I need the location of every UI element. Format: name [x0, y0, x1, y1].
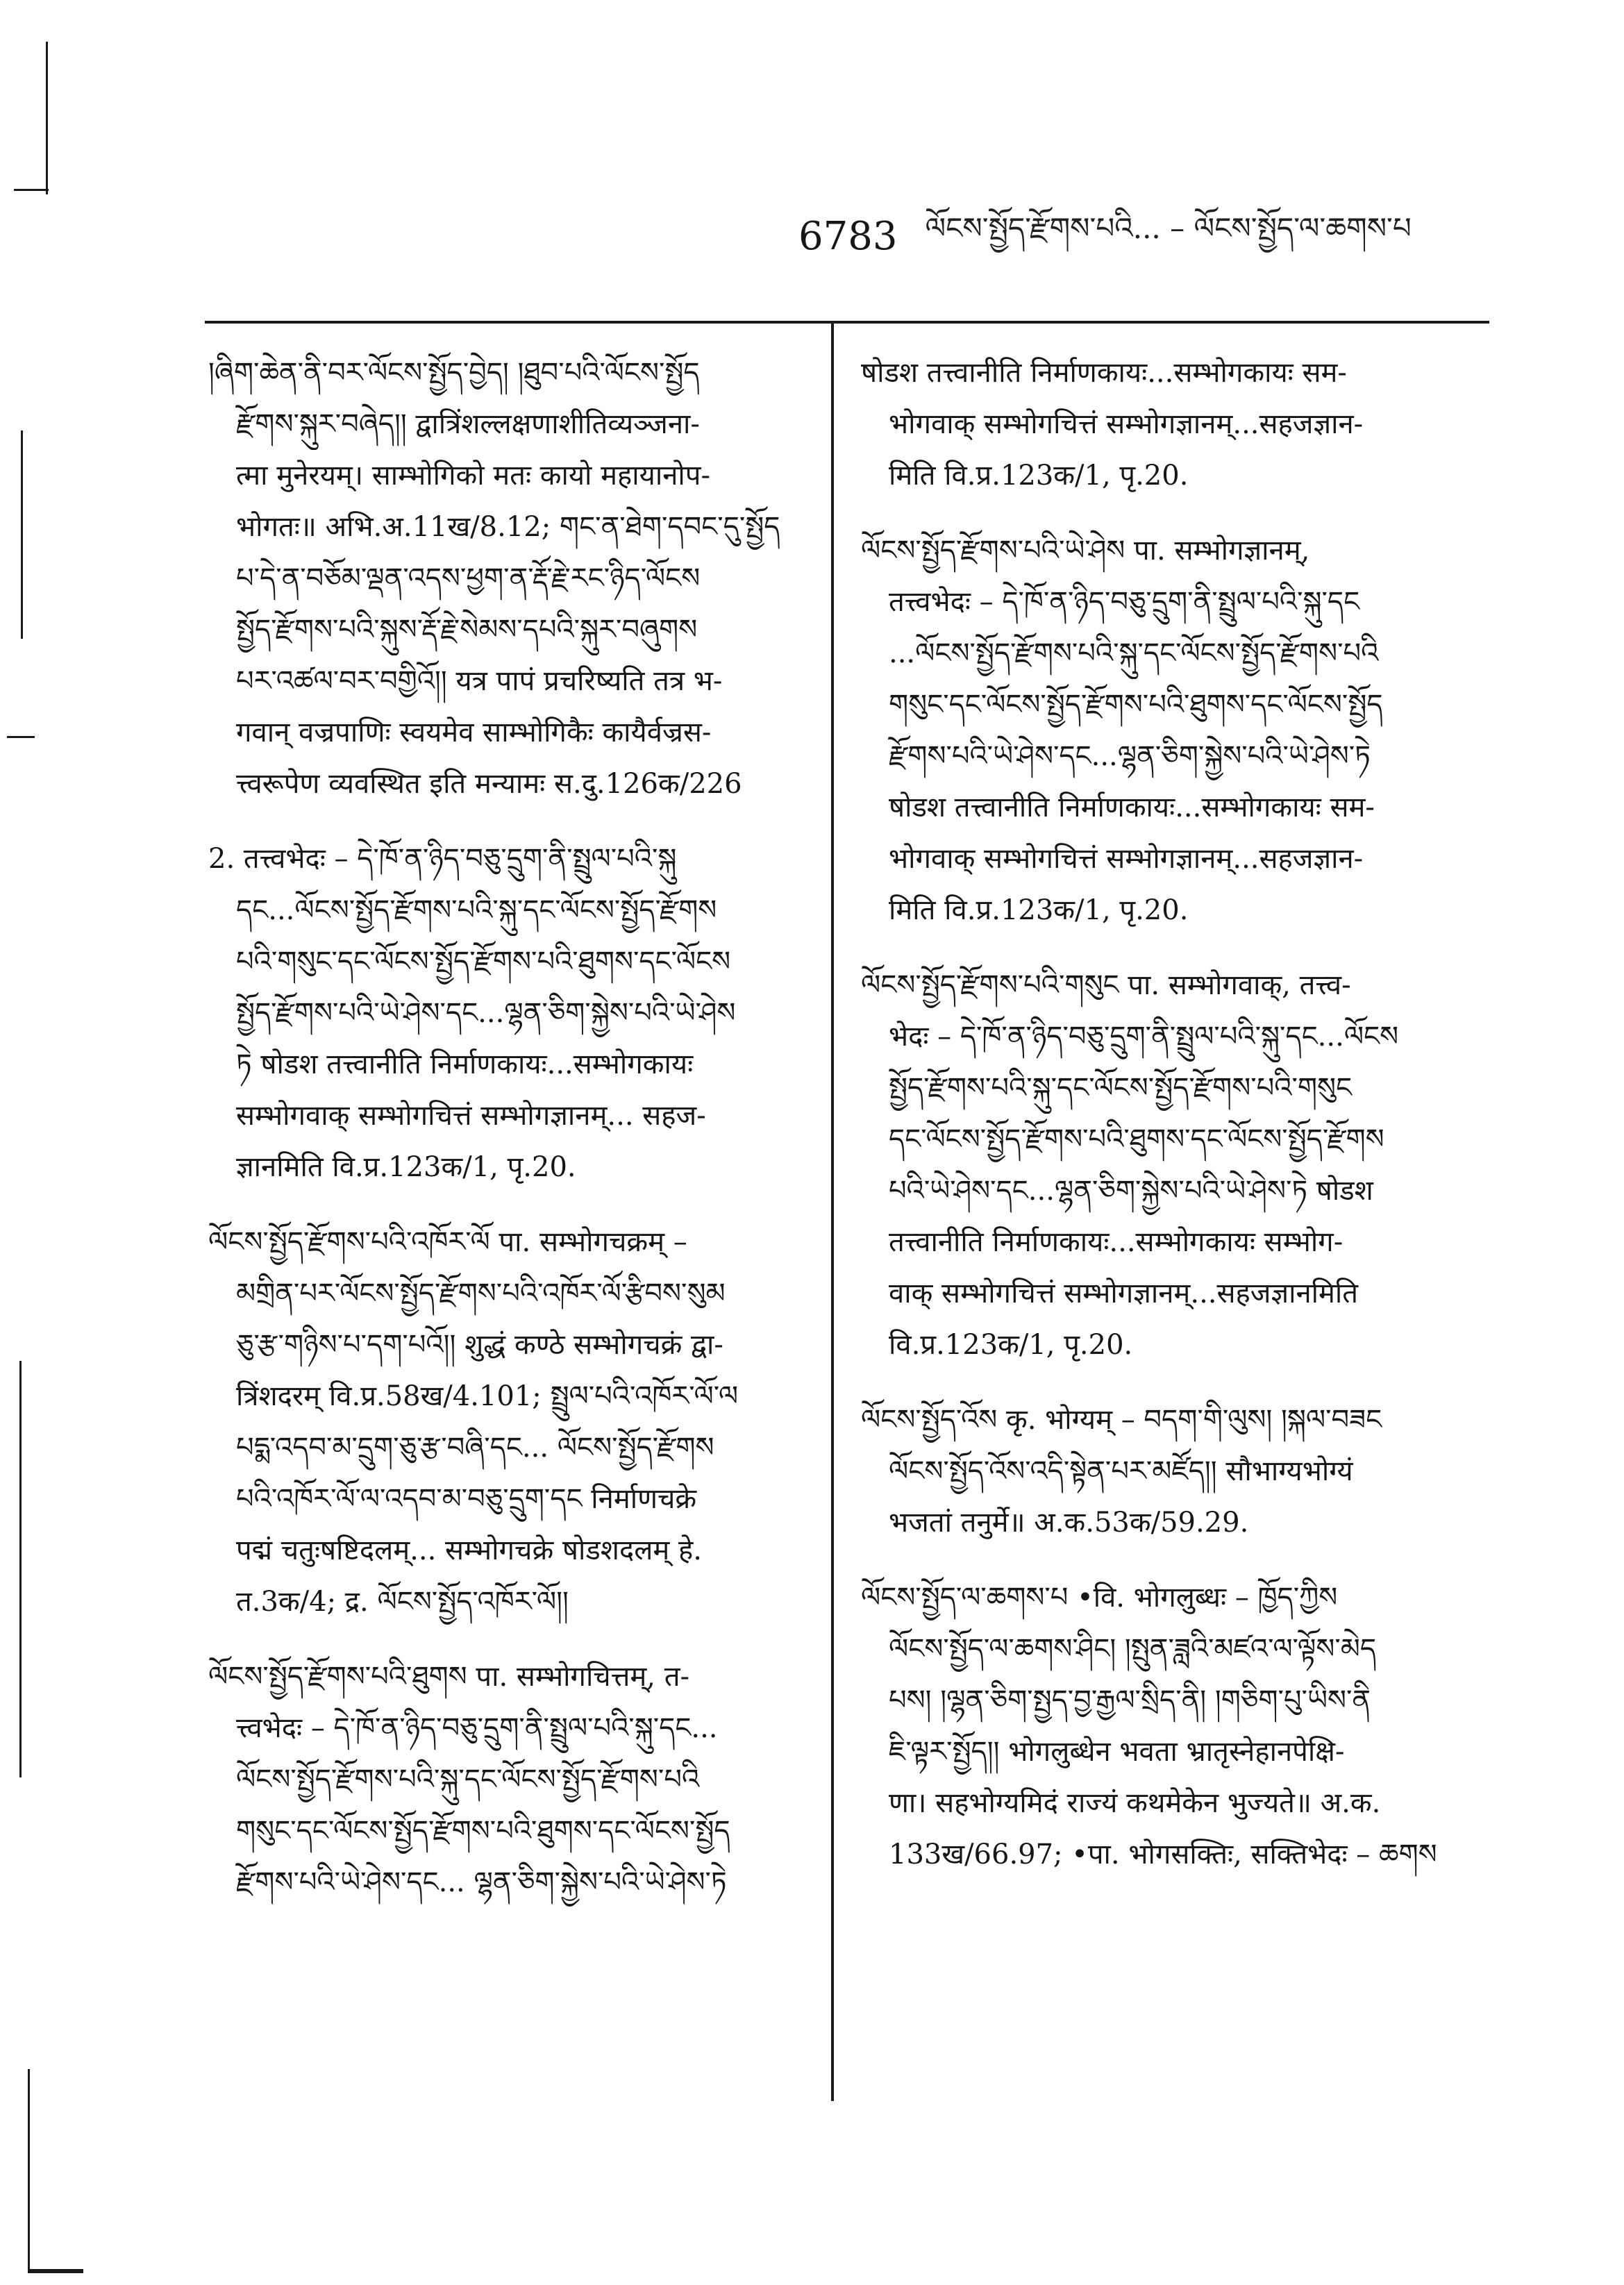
entry-first-line: ལོངས་སྤྱོད་རྫོགས་པའི་འཁོར་ལོ पा. सम्भोगचक्रम् – [208, 1226, 687, 1258]
entry-line: तत्त्वानीति निर्माणकायः...सम्भोगकायः सम्भोग- [889, 1226, 1343, 1258]
entry-line: त्मा मुनेरयम्। साम्भोगिको मतः कायो महायानोप- [236, 460, 711, 492]
entry-line: གསུང་དང་ལོངས་སྤྱོད་རྫོགས་པའི་ཐུགས་དང་ལོངས་སྤྱོད [236, 1815, 730, 1847]
entry-line: त्त्वरूपेण व्यवस्थित इति मन्यामः स.दु.126क/226 [236, 768, 742, 800]
entry-line: པདྨ་འདབ་མ་དྲུག་ཅུ་རྩ་བཞི་དང... ལོངས་སྤྱོད་རྫོགས [236, 1432, 714, 1464]
scan-edge-line [46, 42, 48, 194]
dictionary-entry [861, 347, 1472, 501]
entry-first-line: །ཞིག་ཆེན་ནི་བར་ལོངས་སྤྱོད་བྱེད། །ཐུབ་པའི་ལོངས་སྤྱོད [208, 357, 700, 389]
entry-line: भोगवाक् सम्भोगचित्तं सम्भोगज्ञानम्...सहजज्ञान- [889, 843, 1364, 875]
entry-line: རྫོགས་པའི་ཡེ་ཤེས་དང...ལྷན་ཅིག་སྐྱེས་པའི་ཡེ་ཤེས་ཏེ [889, 740, 1371, 772]
entry-line: ལོངས་སྤྱོད་འོས་འདི་སྟེན་པར་མཛོད།། सौभाग्यभोग्यं [889, 1455, 1353, 1487]
entry-line: त.3क/4; द्र. ལོངས་སྤྱོད་འཁོར་ལོ།། [236, 1586, 569, 1618]
entry-first-line: ལོངས་སྤྱོད་འོས कृ. भोग्यम् – བདག་གི་ལུས། །སྐལ་བཟང [861, 1404, 1382, 1436]
right-column [861, 347, 1472, 2125]
dictionary-entry [208, 1651, 819, 1908]
entry-line: वाक् सम्भोगचित्तं सम्भोगज्ञानम्...सहजज्ञानमिति [889, 1278, 1359, 1309]
entry-first-line: ལོངས་སྤྱོད་རྫོགས་པའི་གསུང पा. सम्भोगवाक्, तत्त्व- [861, 969, 1351, 1001]
entry-line: པར་འཚལ་བར་བགྱིའོ།། यत्र पापं प्रचरिष्यति तत्र भ- [236, 665, 723, 697]
entry-line: ཇི་ལྟར་སྤྱོད།། भोगलुब्धेन भवता भ्रातृस्नेहानपेक्षि- [889, 1736, 1345, 1768]
entry-line: གསུང་དང་ལོངས་སྤྱོད་རྫོགས་པའི་ཐུགས་དང་ལོངས་སྤྱོད [889, 689, 1383, 721]
entry-first-line: 2. तत्त्वभेदः – དེ་ཁོ་ན་ཉིད་བཅུ་དྲུག་ནི་སྤྲུལ་པའི་སྐུ [208, 843, 677, 875]
entry-line: षोडश तत्त्वानीति निर्माणकायः...सम्भोगकायः सम- [889, 792, 1375, 823]
entry-line: भोगवाक् सम्भोगचित्तं सम्भोगज्ञानम्...सहजज्ञान- [889, 408, 1364, 440]
left-column [208, 347, 819, 2125]
entry-line: भोगतः॥ अभि.अ.11ख/8.12; གང་ན་ཐེག་དབང་དུ་སྤྱོད [236, 511, 780, 543]
entry-line: भेदः – དེ་ཁོ་ན་ཉིད་བཅུ་དྲུག་ནི་སྤྲུལ་པའི་སྐུ་དང...ལོངས [889, 1021, 1399, 1053]
entry-line: མགྲིན་པར་ལོངས་སྤྱོད་རྫོགས་པའི་འཁོར་ལོ་རྩིབས་སུམ [236, 1278, 726, 1309]
entry-first-line: ལོངས་སྤྱོད་ལ་ཆགས་པ •वि. भोगलुब्धः – ཁྱོད་ཀྱིས [861, 1582, 1338, 1614]
entry-line: पद्मं चतुःषष्टिदलम्... सम्भोगचक्रे षोडशदलम् हे. [236, 1534, 702, 1566]
running-title: ལོངས་སྤྱོད་རྫོགས་པའི... – ལོངས་སྤྱོད་ལ་ཆགས་པ [925, 210, 1412, 245]
scan-edge-line [19, 1361, 22, 1777]
entry-line: त्त्वभेदः – དེ་ཁོ་ན་ཉིད་བཅུ་དྲུག་ནི་སྤྲུལ་པའི་སྐུ་དང... [236, 1712, 718, 1744]
entry-line: རྫོགས་སྐུར་བཞེད།། द्वात्रिंशल्लक्षणाशीतिव्यञ्जना- [236, 408, 700, 440]
scan-edge-mark [14, 189, 49, 191]
scan-edge-line [28, 2069, 30, 2270]
entry-line: དང...ལོངས་སྤྱོད་རྫོགས་པའི་སྐུ་དང་ལོངས་སྤྱོད་རྫོགས [236, 894, 717, 926]
entry-line: भजतां तनुर्मे॥ अ.क.53क/59.29. [889, 1507, 1249, 1539]
dictionary-entry [861, 960, 1472, 1371]
entry-line: ཅུ་རྩ་གཉིས་པ་དག་པའོ།། शुद्धं कण्ठे सम्भोगचक्रं द्वा- [236, 1329, 723, 1361]
entry-line: ...ལོངས་སྤྱོད་རྫོགས་པའི་སྐུ་དང་ལོངས་སྤྱོད་རྫོགས་པའི [889, 637, 1379, 669]
entry-line: 133ख/66.97; •पा. भोगसक्तिः, सक्तिभेदः – ཆགས [889, 1839, 1437, 1870]
dictionary-entry [208, 347, 819, 810]
entry-first-line: ལོངས་སྤྱོད་རྫོགས་པའི་ཐུགས पा. सम्भोगचित्तम्, त- [208, 1661, 690, 1693]
page-number: 6783 [798, 213, 898, 259]
entry-line: गवान् वज्रपाणिः स्वयमेव साम्भोगिकैः कायैर्वज्रस- [236, 717, 712, 748]
scan-edge-mark [7, 736, 35, 738]
entry-line: ज्ञानमिति वि.प्र.123क/1, पृ.20. [236, 1151, 576, 1183]
dictionary-entry [208, 833, 819, 1193]
dictionary-entry [861, 525, 1472, 936]
entry-line: त्रिंशदरम् वि.प्र.58ख/4.101; སྤྲུལ་པའི་འཁོར་ལོ་ལ [236, 1380, 739, 1412]
dictionary-entry [861, 1394, 1472, 1548]
entry-line: དང་ལོངས་སྤྱོད་རྫོགས་པའི་ཐུགས་དང་ལོངས་སྤྱོད་རྫོགས [889, 1123, 1384, 1155]
entry-line: རྫོགས་པའི་ཡེ་ཤེས་དང... ལྷན་ཅིག་སྐྱེས་པའི་ཡེ་ཤེས་ཏེ [236, 1866, 727, 1898]
entry-line: तत्त्वभेदः – དེ་ཁོ་ན་ཉིད་བཅུ་དྲུག་ནི་སྤྲུལ་པའི་སྐུ་དང [889, 586, 1360, 618]
entry-line: मिति वि.प्र.123क/1, पृ.20. [889, 894, 1189, 926]
entry-first-line: ལོངས་སྤྱོད་རྫོགས་པའི་ཡེ་ཤེས पा. सम्भोगज्ञानम्, [861, 535, 1310, 567]
entry-line: णा। सहभोग्यमिदं राज्यं कथमेकेन भुज्यते॥ अ.क. [889, 1787, 1381, 1819]
entry-line: सम्भोगवाक् सम्भोगचित्तं सम्भोगज्ञानम्... सहज- [236, 1100, 706, 1132]
entry-line: པའི་ཡེ་ཤེས་དང...ལྷན་ཅིག་སྐྱེས་པའི་ཡེ་ཤེས་ཏེ षोडश [889, 1175, 1373, 1207]
entry-line: པའི་འཁོར་ལོ་ལ་འདབ་མ་བཅུ་དྲུག་དང निर्माणचक्रे [236, 1483, 697, 1515]
page-header [798, 208, 1534, 264]
column-divider [831, 324, 834, 2101]
header-rule [205, 321, 1489, 324]
entry-line: པའི་གསུང་དང་ལོངས་སྤྱོད་རྫོགས་པའི་ཐུགས་དང་ལོངས [236, 946, 731, 978]
entry-line: वि.प्र.123क/1, पृ.20. [889, 1329, 1133, 1361]
dictionary-entry [861, 1572, 1472, 1880]
entry-line: སྤྱོད་རྫོགས་པའི་སྐུ་དང་ལོངས་སྤྱོད་རྫོགས་པའི་གསུང [889, 1072, 1353, 1104]
entry-line: སྤྱོད་རྫོགས་པའི་ཡེ་ཤེས་དང...ལྷན་ཅིག་སྐྱེས་པའི་ཡེ་ཤེས [236, 997, 736, 1029]
entry-line: པས། །ལྷན་ཅིག་སྤྱད་བྱ་རྒྱལ་སྲིད་ནི། །གཅིག་པུ་ཡིས་ནི [889, 1684, 1371, 1716]
entry-line: ལོངས་སྤྱོད་རྫོགས་པའི་སྐུ་དང་ལོངས་སྤྱོད་རྫོགས་པའི [236, 1764, 700, 1796]
entry-line: ཏེ षोडश तत्त्वानीति निर्माणकायः...सम्भोगकायः [236, 1048, 694, 1080]
scan-edge-line [21, 430, 23, 639]
entry-first-line: षोडश तत्त्वानीति निर्माणकायः...सम्भोगकायः सम- [861, 357, 1347, 389]
scan-edge-mark [28, 2269, 83, 2273]
entry-line: པ་དེ་ན་བཅོམ་ལྡན་འདས་ཕྱག་ན་རྡོ་རྗེ་རང་ཉིད་ལོངས [236, 562, 701, 594]
entry-line: ལོངས་སྤྱོད་ལ་ཆགས་ཤིང། །སྤུན་ཟླའི་མཛའ་ལ་ལྟོས་མེད [889, 1633, 1377, 1665]
entry-line: སྤྱོད་རྫོགས་པའི་སྐུས་རྡོ་རྗེ་སེམས་དཔའི་སྐུར་བཞུགས [236, 614, 698, 646]
dictionary-entry [208, 1216, 819, 1627]
entry-line: मिति वि.प्र.123क/1, पृ.20. [889, 460, 1189, 492]
